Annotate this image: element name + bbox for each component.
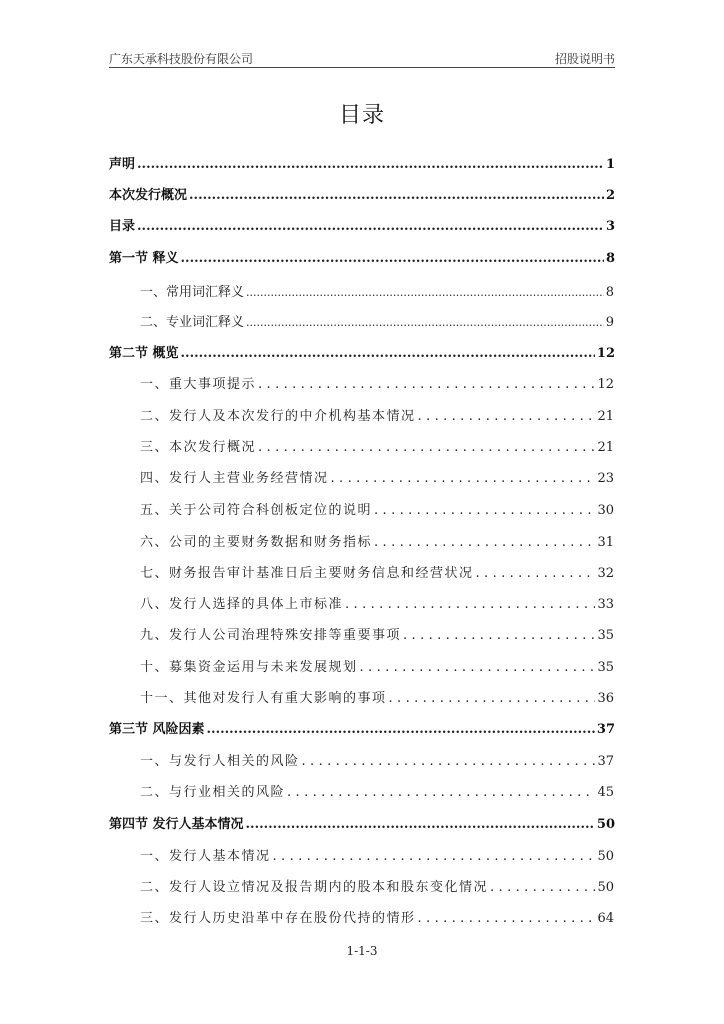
toc-page: 36 xyxy=(597,691,614,706)
toc-entry-1-2[interactable] xyxy=(140,311,614,329)
toc-page: 35 xyxy=(597,628,614,643)
company-name: 广东天承科技股份有限公司 xyxy=(109,52,254,66)
toc-page: 30 xyxy=(597,503,614,518)
toc-page: 2 xyxy=(605,188,615,203)
dot-leader xyxy=(181,346,595,361)
toc-page: 21 xyxy=(597,409,614,424)
toc-page: 31 xyxy=(597,535,614,550)
toc-entry-1-1[interactable] xyxy=(140,281,614,299)
toc-page: 8 xyxy=(605,285,614,300)
toc-label: 第二节 概览 xyxy=(109,346,179,361)
toc-label: 五、关于公司符合科创板定位的说明 xyxy=(140,503,373,518)
toc-label: 六、公司的主要财务数据和财务指标 xyxy=(140,535,373,550)
toc-page: 35 xyxy=(597,660,614,675)
document-type: 招股说明书 xyxy=(554,52,615,66)
toc-label: 七、财务报告审计基准日后主要财务信息和经营状况 xyxy=(140,566,474,581)
toc-entry-4-3[interactable] xyxy=(140,907,614,925)
toc-label: 一、发行人基本情况 xyxy=(140,849,271,864)
toc-label: 本次发行概况 xyxy=(109,188,188,203)
toc-page: 33 xyxy=(597,597,614,612)
toc-page: 23 xyxy=(597,471,614,486)
toc-entry-contents[interactable] xyxy=(109,215,615,233)
toc-label: 九、发行人公司治理特殊安排等重要事项 xyxy=(140,628,402,643)
toc-label: 第三节 风险因素 xyxy=(109,722,205,737)
dot-leader xyxy=(476,566,596,581)
toc-page: 64 xyxy=(597,911,614,926)
dot-leader xyxy=(418,911,596,926)
toc-entry-section-3[interactable] xyxy=(109,718,615,736)
toc-label: 十一、其他对发行人有重大影响的事项 xyxy=(140,691,387,706)
toc-page: 37 xyxy=(596,722,615,737)
toc-entry-section-2[interactable] xyxy=(109,342,615,360)
dot-leader xyxy=(302,754,596,769)
toc-label: 八、发行人选择的具体上市标准 xyxy=(140,597,344,612)
dot-leader xyxy=(331,471,596,486)
toc-entry-statement[interactable] xyxy=(109,153,615,171)
toc-entry-2-9[interactable] xyxy=(140,624,614,642)
dot-leader xyxy=(418,409,596,424)
dot-leader xyxy=(137,219,604,234)
toc-label: 三、本次发行概况 xyxy=(140,440,257,455)
dot-leader xyxy=(490,880,595,895)
toc-entry-2-7[interactable] xyxy=(140,562,614,580)
toc-entry-2-11[interactable] xyxy=(140,687,614,705)
dot-leader xyxy=(258,440,595,455)
toc-entry-2-6[interactable] xyxy=(140,531,614,549)
toc-label: 一、与发行人相关的风险 xyxy=(140,754,300,769)
dot-leader xyxy=(246,285,604,300)
dot-leader xyxy=(360,660,596,675)
dot-leader xyxy=(389,691,596,706)
dot-leader xyxy=(246,817,595,832)
toc-label: 一、重大事项提示 xyxy=(140,377,257,392)
toc-entry-2-2[interactable] xyxy=(140,405,614,423)
toc-entry-section-4[interactable] xyxy=(109,813,615,831)
toc-page: 37 xyxy=(597,754,614,769)
dot-leader xyxy=(403,628,595,643)
toc-entry-section-1[interactable] xyxy=(109,247,615,265)
toc-label: 第一节 释义 xyxy=(109,251,179,266)
toc-page: 50 xyxy=(597,880,614,895)
toc-entry-3-1[interactable] xyxy=(140,750,614,768)
page-number: 1-1-3 xyxy=(346,944,378,958)
dot-leader xyxy=(207,722,595,737)
toc-entry-2-3[interactable] xyxy=(140,436,614,454)
toc-entry-2-5[interactable] xyxy=(140,499,614,517)
dot-leader xyxy=(374,503,595,518)
toc-label: 二、发行人设立情况及报告期内的股本和股东变化情况 xyxy=(140,880,489,895)
dot-leader xyxy=(273,849,596,864)
dot-leader xyxy=(137,157,604,172)
dot-leader xyxy=(345,597,595,612)
toc-label: 三、发行人历史沿革中存在股份代持的情形 xyxy=(140,911,416,926)
dot-leader xyxy=(258,377,595,392)
toc-page: 8 xyxy=(605,251,615,266)
toc-entry-offering-overview[interactable] xyxy=(109,184,615,202)
toc-entry-4-1[interactable] xyxy=(140,845,614,863)
toc-page: 12 xyxy=(597,377,614,392)
toc-page: 50 xyxy=(596,817,615,832)
toc-entry-4-2[interactable] xyxy=(140,876,614,894)
toc-label: 声明 xyxy=(109,157,136,172)
toc-label: 二、专业词汇释义 xyxy=(140,315,245,330)
toc-label: 十、募集资金运用与未来发展规划 xyxy=(140,660,358,675)
toc-label: 第四节 发行人基本情况 xyxy=(109,817,244,832)
toc-label: 一、常用词汇释义 xyxy=(140,285,245,300)
dot-leader xyxy=(189,188,604,203)
toc-label: 二、与行业相关的风险 xyxy=(140,785,286,800)
dot-leader xyxy=(287,785,595,800)
dot-leader xyxy=(246,315,604,330)
toc-entry-2-8[interactable] xyxy=(140,593,614,611)
page-title: 目录 xyxy=(338,103,385,128)
dot-leader xyxy=(374,535,595,550)
toc-page: 50 xyxy=(597,849,614,864)
toc-page: 9 xyxy=(605,315,614,330)
toc-entry-3-2[interactable] xyxy=(140,781,614,799)
toc-page: 3 xyxy=(605,219,615,234)
toc-page: 21 xyxy=(597,440,614,455)
toc-page: 12 xyxy=(596,346,615,361)
dot-leader xyxy=(181,251,604,266)
toc-label: 二、发行人及本次发行的中介机构基本情况 xyxy=(140,409,416,424)
toc-label: 目录 xyxy=(109,219,136,234)
toc-label: 四、发行人主营业务经营情况 xyxy=(140,471,329,486)
toc-entry-2-10[interactable] xyxy=(140,656,614,674)
toc-page: 45 xyxy=(597,785,614,800)
toc-entry-2-1[interactable] xyxy=(140,373,614,391)
toc-entry-2-4[interactable] xyxy=(140,467,614,485)
toc-page: 32 xyxy=(597,566,614,581)
toc-page: 1 xyxy=(605,157,615,172)
